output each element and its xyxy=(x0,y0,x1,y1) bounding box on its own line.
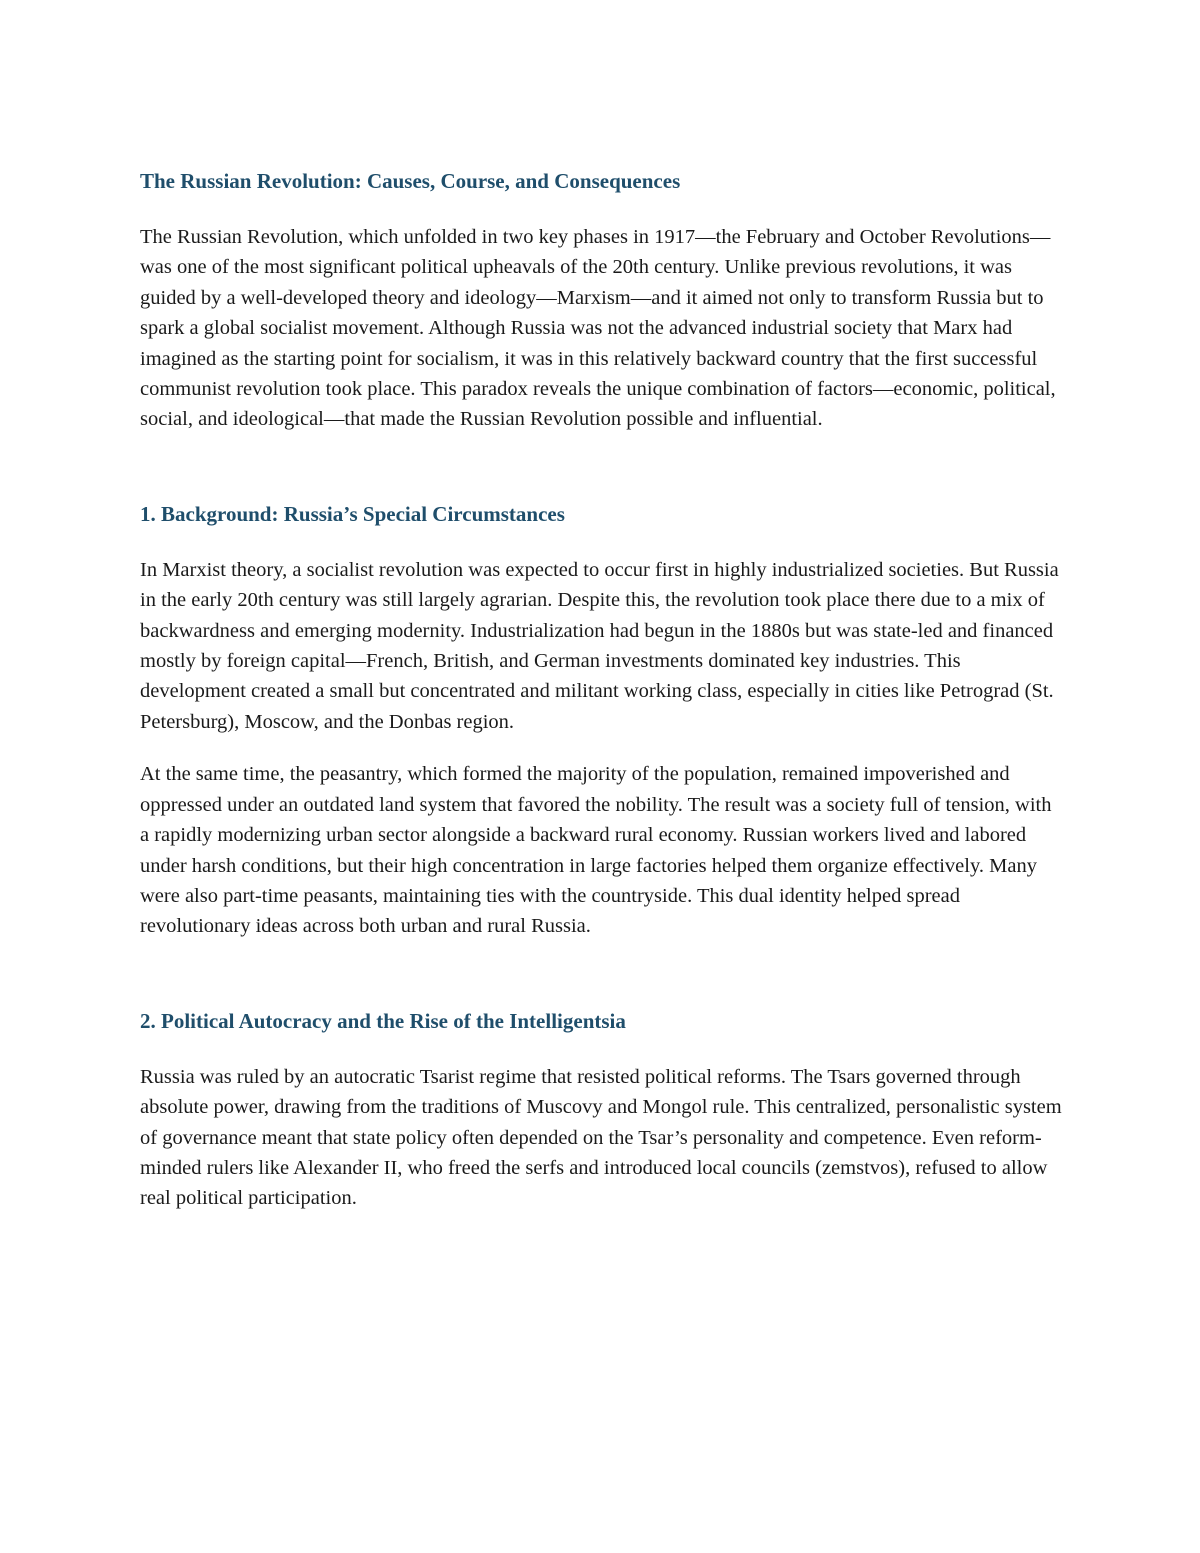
section-heading: 1. Background: Russia’s Special Circumstances xyxy=(140,501,565,526)
section-heading: 2. Political Autocracy and the Rise of the Intelligentsia xyxy=(140,1008,626,1033)
section-background xyxy=(140,499,1065,942)
intro-paragraph: The Russian Revolution, which unfolded in two key phases in 1917—the February and October Revolutions—was one of the most significant political upheavals of the 20th century. Unlike previous revolutions, it was guided by a well-developed theory and ideology—Marxism—and it aimed not only to transform Russia but to spark a global socialist movement. Although Russia was not the advanced industrial society that Marx had imagined as the starting point for socialism, it was in this relatively backward country that the first successful communist revolution took place. This paradox reveals the unique combination of factors—economic, political, social, and ideological—that made the Russian Revolution possible and influential. xyxy=(140,226,1056,431)
document-page xyxy=(140,166,1065,1236)
document-title: The Russian Revolution: Causes, Course, and Consequences xyxy=(140,169,681,193)
section-paragraph: In Marxist theory, a socialist revolution was expected to occur first in highly industrialized societies. But Russia in the early 20th century was still largely agrarian. Despite this, the revolution took place there due to a mix of backwardness and emerging modernity. Industrialization had begun in the 1880s but was state-led and financed mostly by foreign capital—French, British, and German investments dominated key industries. This development created a small but concentrated and militant working class, especially in cities like Petrograd (St. Petersburg), Moscow, and the Donbas region. xyxy=(140,558,1059,733)
section-political-autocracy xyxy=(140,1006,1065,1214)
section-paragraph: Russia was ruled by an autocratic Tsarist regime that resisted political reforms. The Tsars governed through absolute power, drawing from the traditions of Muscovy and Mongol rule. This centralized, personalistic system of governance meant that state policy often depended on the Tsar’s personality and competence. Even reform-minded rulers like Alexander II, who freed the serfs and introduced local councils (zemstvos), refused to allow real political participation. xyxy=(140,1065,1062,1210)
section-paragraph: At the same time, the peasantry, which formed the majority of the population, remained impoverished and oppressed under an outdated land system that favored the nobility. The result was a society full of tension, with a rapidly modernizing urban sector alongside a backward rural economy. Russian workers lived and labored under harsh conditions, but their high concentration in large factories helped them organize effectively. Many were also part-time peasants, maintaining ties with the countryside. This dual identity helped spread revolutionary ideas across both urban and rural Russia. xyxy=(140,763,1052,938)
